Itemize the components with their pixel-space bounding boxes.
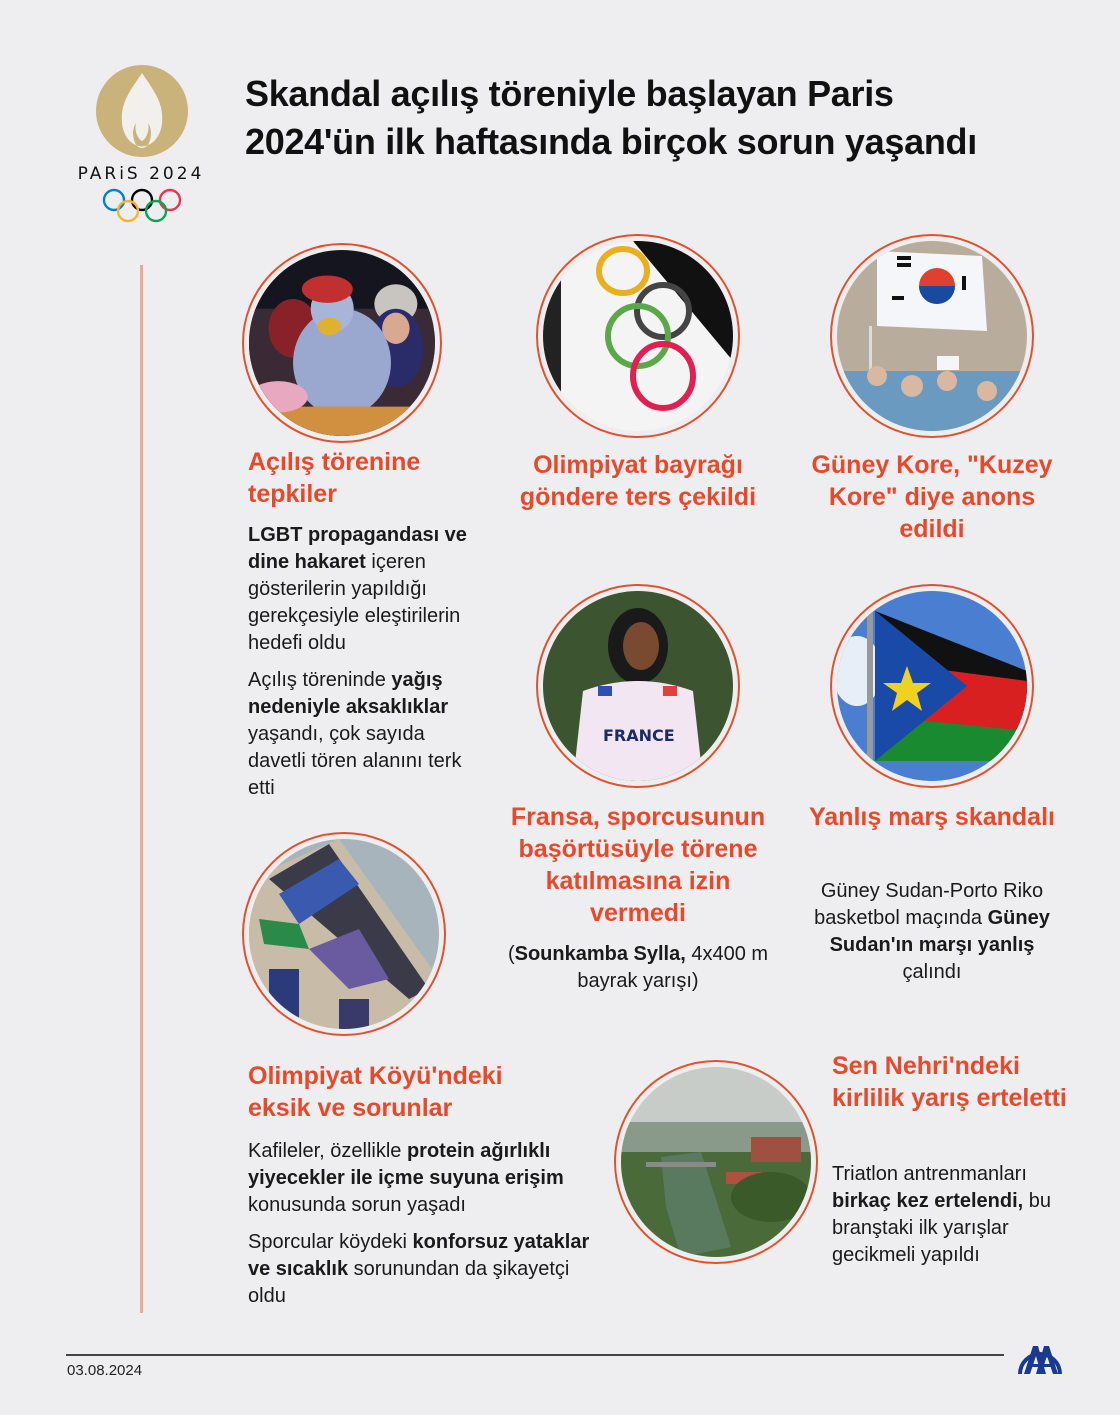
flame-emblem-icon: [96, 65, 188, 157]
olympic-flag-image: [536, 234, 740, 438]
page-title: Skandal açılış töreniyle başlayan Paris 2024'ün ilk haftasında birçok sorun yaşandı: [245, 73, 977, 162]
france-text: [500, 941, 776, 995]
olympic-village-text: [248, 1138, 598, 1310]
publish-date: 03.08.2024: [67, 1362, 143, 1379]
south-korea-image: [830, 234, 1034, 438]
france-athlete-image: [536, 584, 740, 788]
south-korea-heading: Güney Kore, "Kuzey Kore" diye anons edildi: [811, 451, 1053, 543]
seine-river-text: [832, 1161, 1072, 1269]
south-sudan-flag-image: [830, 584, 1034, 788]
olympic-village-heading: Olimpiyat Köyü'ndeki eksik ve sorunlar: [248, 1062, 503, 1122]
anthem-text: [800, 878, 1064, 986]
paris-2024-logo: [66, 60, 216, 230]
seine-river-heading: Sen Nehri'ndeki kirlilik yarış erteletti: [832, 1052, 1067, 1112]
paragraph: Açılış töreninde yağış nedeniyle aksaklıklar yaşandı, çok sayıda davetli tören alanını terk etti: [248, 669, 462, 799]
paragraph: (Sounkamba Sylla, 4x400 m bayrak yarışı): [507, 943, 769, 992]
paragraph: LGBT propagandası ve dine hakaret içeren gösterilerin yapıldığı gerekçesiyle eleştirilerin hedefi oldu: [248, 524, 467, 654]
logo-wordmark: PARiS 2024: [77, 164, 205, 184]
opening-ceremony-image: [242, 243, 442, 443]
timeline-line: [140, 265, 143, 1313]
svg-text:FRANCE: FRANCE: [603, 726, 675, 745]
olympic-flag-heading: Olimpiyat bayrağı göndere ters çekildi: [519, 451, 757, 511]
opening-ceremony-text: [248, 522, 488, 802]
olympic-village-image: [242, 832, 446, 1036]
paragraph: Kafileler, özellikle protein ağırlıklı yiyecekler ile içme suyuna erişim konusunda sorun yaşadı: [248, 1140, 564, 1216]
seine-river-image: [614, 1060, 818, 1264]
footer-divider: [66, 1354, 1004, 1356]
olympic-rings-icon: [102, 188, 182, 224]
paragraph: Güney Sudan-Porto Riko basketbol maçında Güney Sudan'ın marşı yanlış çalındı: [814, 880, 1050, 983]
anadolu-agency-logo-icon: [1016, 1334, 1064, 1376]
paragraph: Triatlon antrenmanları birkaç kez ertelendi, bu branştaki ilk yarışlar gecikmeli yapıldı: [832, 1163, 1052, 1266]
opening-ceremony-heading: Açılış törenine tepkiler: [248, 448, 421, 508]
france-heading: Fransa, sporcusunun başörtüsüyle törene katılmasına izin vermedi: [510, 803, 766, 927]
anthem-heading: Yanlış marş skandalı: [809, 803, 1055, 831]
paragraph: Sporcular köydeki konforsuz yataklar ve sıcaklık sorunundan da şikayetçi oldu: [248, 1231, 590, 1307]
